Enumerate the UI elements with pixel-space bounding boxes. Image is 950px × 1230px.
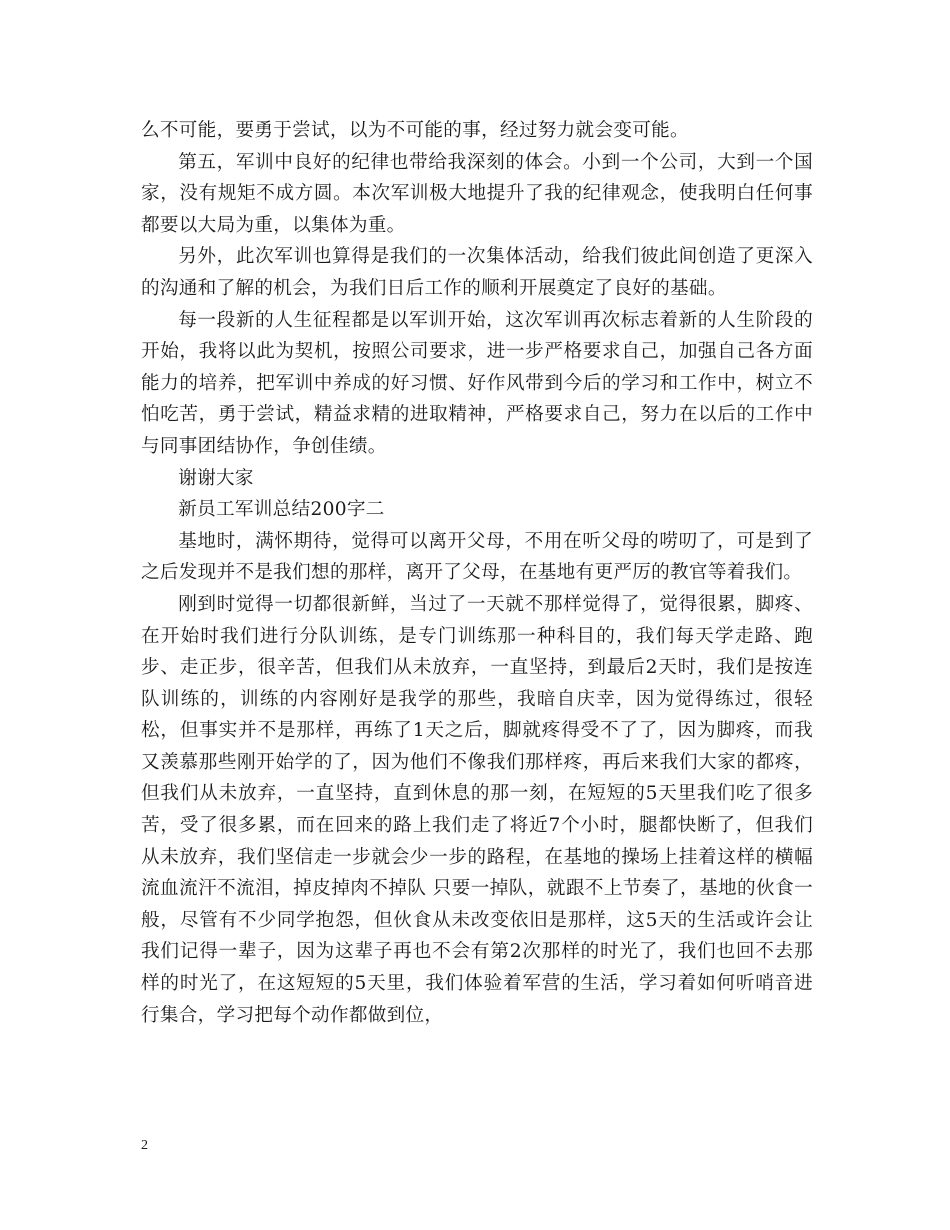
paragraph-thanks: 谢谢大家 bbox=[178, 467, 254, 489]
paragraph-new-journey: 每一段新的人生征程都是以军训开始，这次军训再次标志着新的人生阶段的开始，我将以此为契机，按照公司要求，进一步严格要求自己，加强自己各方面能力的培养，把军训中养成的好习惯、好作风带到今后的学习和工作中，树立不怕吃苦，勇于尝试，精益求精的进取精神，严格要求自己，努力在以后的工作中与同事团结协作，争创佳绩。 bbox=[141, 309, 813, 457]
section-heading: 新员工军训总结200字二 bbox=[178, 499, 385, 521]
document-body bbox=[141, 115, 813, 1031]
paragraph-collective-activity: 另外，此次军训也算得是我们的一次集体活动，给我们彼此间创造了更深入的沟通和了解的机会，为我们日后工作的顺利开展奠定了良好的基础。 bbox=[141, 246, 813, 299]
paragraph-continuation: 么不可能，要勇于尝试，以为不可能的事，经过努力就会变可能。 bbox=[141, 120, 689, 141]
paragraph-discipline: 第五，军训中良好的纪律也带给我深刻的体会。小到一个公司，大到一个国家，没有规矩不成方圆。本次军训极大地提升了我的纪律观念，使我明白任何事都要以大局为重，以集体为重。 bbox=[141, 151, 813, 236]
page-number: 2 bbox=[141, 1138, 148, 1153]
paragraph-training-experience: 刚到时觉得一切都很新鲜，当过了一天就不那样觉得了，觉得很累，脚疼、在开始时我们进行分队训练，是专门训练那一种科目的，我们每天学走路、跑步、走正步，很辛苦，但我们从未放弃，一直坚持，到最后2天时，我们是按连队训练的，训练的内容刚好是我学的那些，我暗自庆幸，因为觉得练过，很轻松，但事实并不是那样，再练了1天之后，脚就疼得受不了了，因为脚疼，而我又羡慕那些刚开始学的了，因为他们不像我们那样疼，再后来我们大家的都疼，但我们从未放弃，一直坚持，直到休息的那一刻，在短短的5天里我们吃了很多苦，受了很多累，而在回来的路上我们走了将近7个小时，腿都快断了，但我们从未放弃，我们坚信走一步就会少一步的路程，在基地的操场上挂着这样的横幅 流血流汗不流泪，掉皮掉肉不掉队 只要一掉队，就跟不上节奏了，基地的伙食一般，尽管有不少同学抱怨，但伙食从未改变依旧是那样，这5天的生活或许会让我们记得一辈子，因为这辈子再也不会有第2次那样的时光了，我们也回不去那样的时光了，在这短短的5天里，我们体验着军营的生活，学习着如何听哨音进行集合，学习把每个动作都做到位， bbox=[141, 593, 813, 1026]
paragraph-base-arrival: 基地时，满怀期待，觉得可以离开父母，不用在听父母的唠叨了，可是到了之后发现并不是我们想的那样，离开了父母，在基地有更严厉的教官等着我们。 bbox=[141, 530, 813, 584]
